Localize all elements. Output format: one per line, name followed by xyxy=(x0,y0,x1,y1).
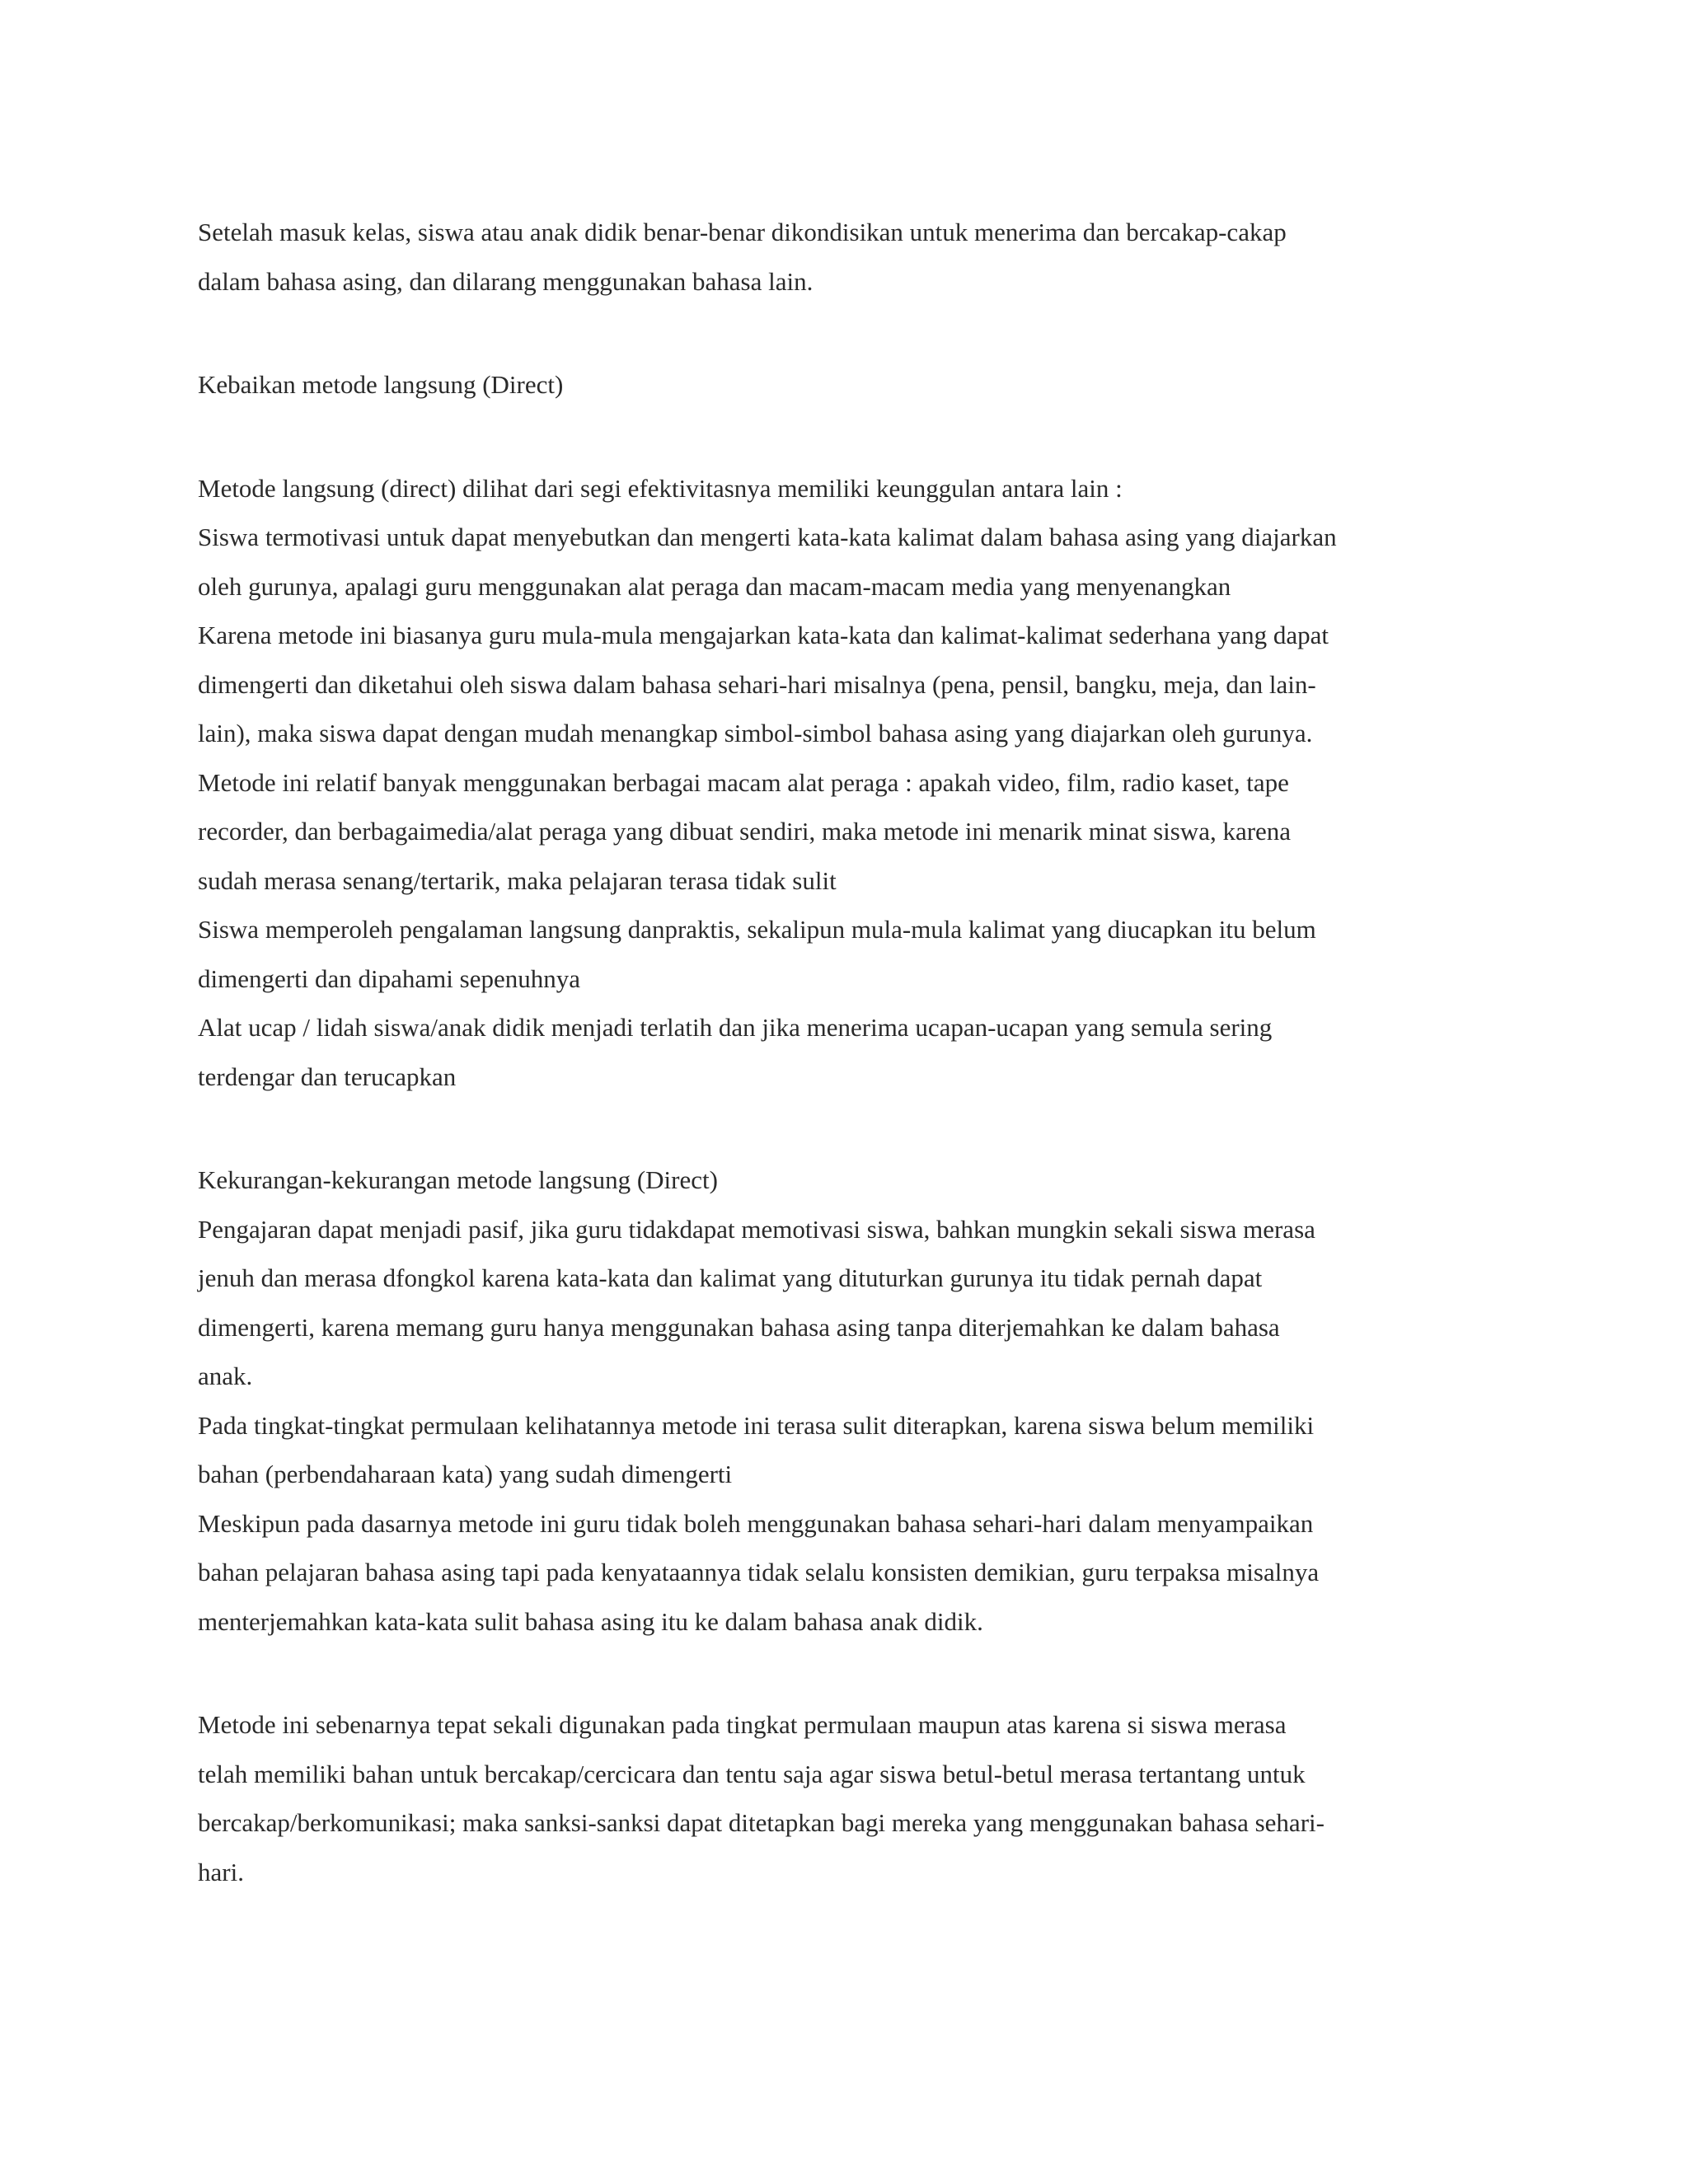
text-line: lain), maka siswa dapat dengan mudah menangkap simbol-simbol bahasa asing yang diajarkan oleh gurunya. xyxy=(198,719,1313,748)
text-line: dimengerti dan diketahui oleh siswa dalam bahasa sehari-hari misalnya (pena, pensil, bangku, meja, dan lain- xyxy=(198,669,1316,699)
text-line: Metode langsung (direct) dilihat dari segi efektivitasnya memiliki keunggulan antara lain : xyxy=(198,473,1123,503)
paragraph-kekurangan xyxy=(198,1155,1484,1646)
text-line: sudah merasa senang/tertarik, maka pelajaran terasa tidak sulit xyxy=(198,865,837,895)
text-line: Karena metode ini biasanya guru mula-mula mengajarkan kata-kata dan kalimat-kalimat sederhana yang dapat xyxy=(198,621,1329,649)
text-line: dimengerti, karena memang guru hanya menggunakan bahasa asing tanpa diterjemahkan ke dalam bahasa xyxy=(198,1312,1280,1342)
text-line: Pada tingkat-tingkat permulaan kelihatannya metode ini terasa sulit diterapkan, karena siswa belum memiliki xyxy=(198,1410,1315,1440)
text-line: hari. xyxy=(198,1857,244,1886)
paragraph-gap xyxy=(198,306,1484,360)
text-line: menterjemahkan kata-kata sulit bahasa asing itu ke dalam bahasa anak didik. xyxy=(198,1606,983,1636)
text-line: bahan (perbendaharaan kata) yang sudah dimengerti xyxy=(198,1460,733,1488)
section-heading: Kebaikan metode langsung (Direct) xyxy=(198,370,564,399)
text-line: bercakap/berkomunikasi; maka sanksi-sanksi dapat ditetapkan bagi mereka yang menggunakan bahasa sehari- xyxy=(198,1808,1325,1837)
text-line: Siswa memperoleh pengalaman langsung danpraktis, sekalipun mula-mula kalimat yang diucapkan itu belum xyxy=(198,915,1316,944)
paragraph-gap xyxy=(198,410,1484,464)
text-line: recorder, dan berbagaimedia/alat peraga yang dibuat sendiri, maka metode ini menarik minat siswa, karena xyxy=(198,817,1292,846)
text-line: Siswa termotivasi untuk dapat menyebutkan dan mengerti kata-kata kalimat dalam bahasa asing yang diajarkan xyxy=(198,523,1337,551)
text-line: telah memiliki bahan untuk bercakap/cercicara dan tentu saja agar siswa betul-betul merasa tertantang untuk xyxy=(198,1759,1306,1788)
text-line: dalam bahasa asing, dan dilarang menggunakan bahasa lain. xyxy=(198,266,814,296)
text-line: terdengar dan terucapkan xyxy=(198,1062,457,1091)
text-line: jenuh dan merasa dfongkol karena kata-kata dan kalimat yang dituturkan gurunya itu tidak pernah dapat xyxy=(198,1263,1263,1292)
text-line: anak. xyxy=(198,1361,253,1390)
heading-kebaikan xyxy=(198,360,1484,410)
text-line: Metode ini sebenarnya tepat sekali digunakan pada tingkat permulaan maupun atas karena si siswa merasa xyxy=(198,1710,1287,1739)
paragraph-gap xyxy=(198,1101,1484,1155)
text-line: oleh gurunya, apalagi guru menggunakan alat peraga dan macam-macam media yang menyenangkan xyxy=(198,571,1231,601)
paragraph-kebaikan xyxy=(198,464,1484,1102)
text-line: Metode ini relatif banyak menggunakan berbagai macam alat peraga : apakah video, film, radio kaset, tape xyxy=(198,767,1289,797)
text-line: Meskipun pada dasarnya metode ini guru tidak boleh menggunakan bahasa sehari-hari dalam menyampaikan xyxy=(198,1508,1314,1538)
text-line: bahan pelajaran bahasa asing tapi pada kenyataannya tidak selalu konsisten demikian, guru terpaksa misalnya xyxy=(198,1558,1320,1586)
paragraph-penutup xyxy=(198,1700,1484,1896)
text-line: Alat ucap / lidah siswa/anak didik menjadi terlatih dan jika menerima ucapan-ucapan yang semula sering xyxy=(198,1013,1273,1042)
text-line: dimengerti dan dipahami sepenuhnya xyxy=(198,963,581,993)
text-line: Setelah masuk kelas, siswa atau anak didik benar-benar dikondisikan untuk menerima dan bercakap-cakap xyxy=(198,218,1287,246)
text-line: Pengajaran dapat menjadi pasif, jika guru tidakdapat memotivasi siswa, bahkan mungkin sekali siswa merasa xyxy=(198,1214,1315,1244)
paragraph-gap xyxy=(198,1646,1484,1700)
document-body xyxy=(198,208,1484,1896)
paragraph-intro xyxy=(198,208,1484,306)
section-heading: Kekurangan-kekurangan metode langsung (Direct) xyxy=(198,1165,718,1194)
